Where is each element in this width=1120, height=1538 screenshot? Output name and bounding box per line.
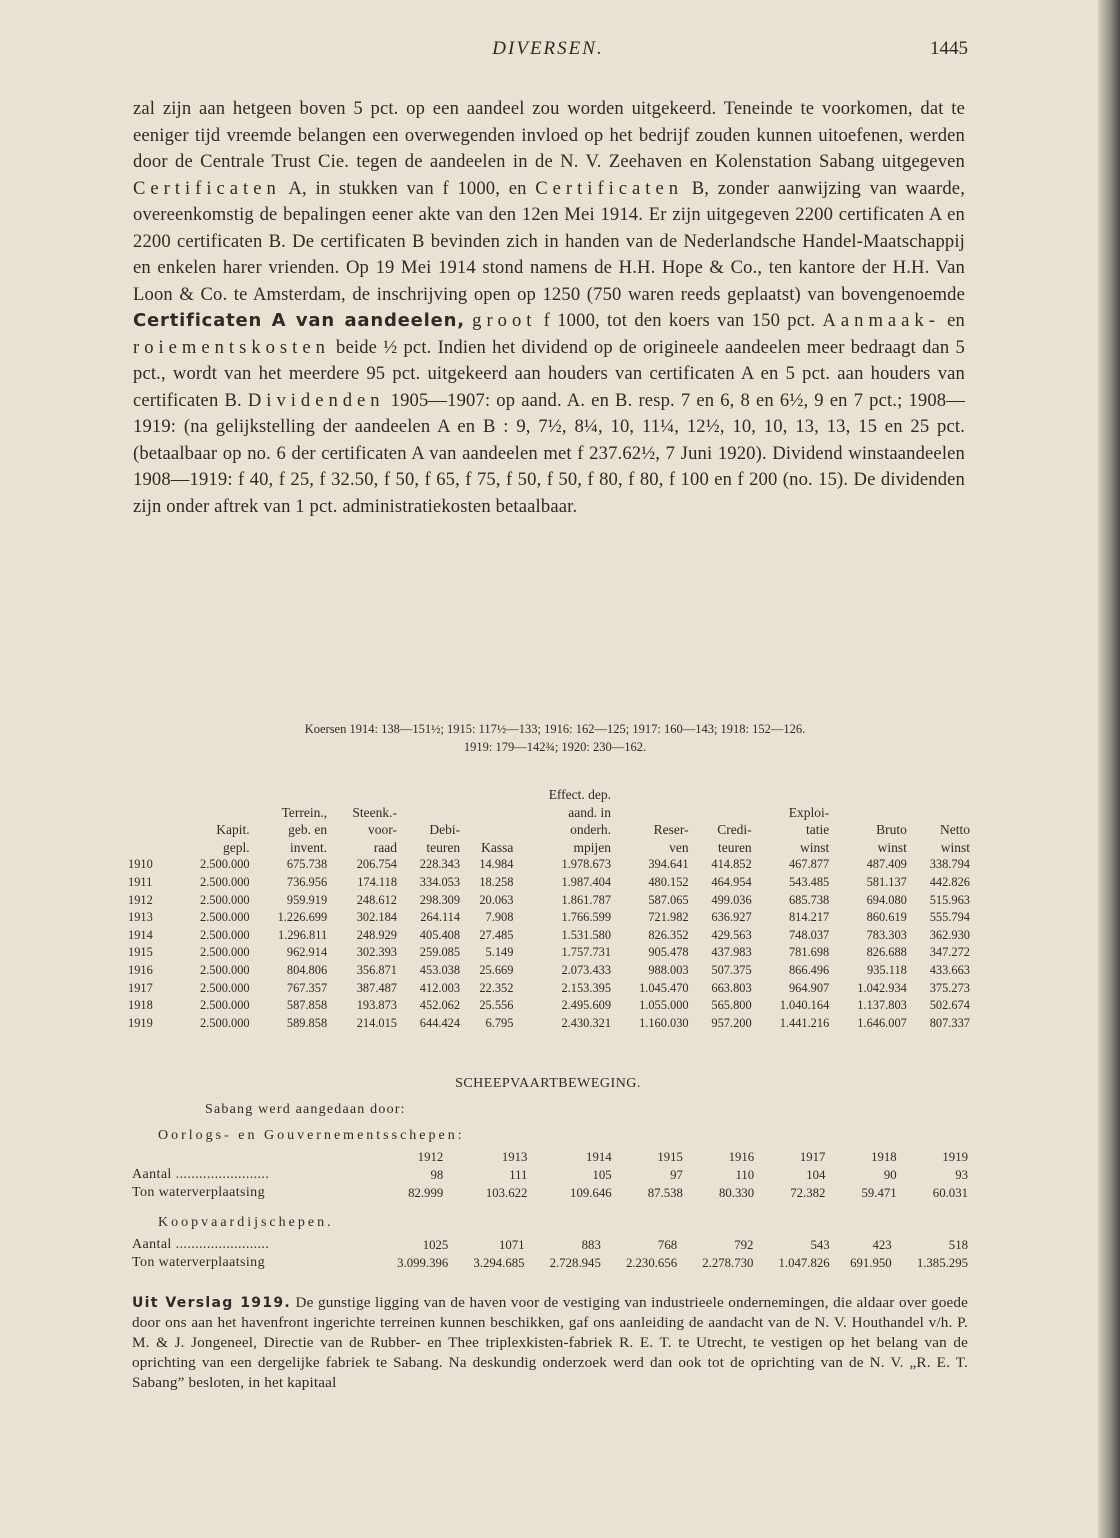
table-header-cell: Kassa	[481, 839, 514, 855]
table-cell: 587.065	[648, 892, 689, 907]
table-row	[128, 909, 970, 927]
table-cell: 2.500.000	[200, 998, 250, 1013]
table-cell: 935.118	[867, 962, 907, 977]
financial-table-body	[128, 856, 970, 1032]
table-cell: 883	[581, 1238, 601, 1252]
table-cell: 97	[670, 1168, 683, 1182]
table-cell: 860.619	[866, 910, 907, 925]
table-row	[128, 962, 970, 980]
table-row	[132, 1254, 968, 1272]
table-row	[128, 1015, 970, 1033]
table-cell: 1916	[128, 962, 153, 977]
table-cell: 5.149	[485, 945, 514, 960]
table-cell: 18.258	[479, 874, 514, 889]
table-cell: 1.137.803	[857, 998, 907, 1013]
table-cell: 105	[592, 1168, 612, 1182]
table-header-cell	[128, 786, 172, 804]
table-header-row	[128, 839, 970, 857]
table-cell: 1.055.000	[639, 998, 689, 1013]
table-header-cell	[460, 786, 513, 804]
page-header	[128, 38, 968, 68]
table-header-cell: Kapit.	[216, 822, 250, 838]
table-cell: 964.907	[788, 980, 830, 995]
table-cell: 783.303	[866, 927, 907, 942]
table-header-cell: Bruto	[876, 822, 907, 838]
table-cell: 781.698	[788, 945, 830, 960]
table-cell: 2.230.656	[625, 1256, 678, 1270]
table-cell: 1910	[128, 857, 153, 872]
table-cell: 334.053	[419, 874, 461, 889]
table-cell: 487.409	[866, 857, 907, 872]
table-cell: 3.099.396	[397, 1256, 449, 1270]
verslag-lead: Uit Verslag 1919.	[132, 1295, 292, 1311]
table-header-cell: ven	[669, 839, 689, 855]
year-cell: 1915	[657, 1150, 683, 1164]
table-cell: 807.337	[929, 1015, 970, 1030]
table-cell: 1.757.731	[561, 945, 612, 960]
table-cell: 2.500.000	[200, 980, 250, 995]
table-cell: 453.038	[419, 962, 461, 977]
table-cell: 405.408	[419, 927, 461, 942]
verslag-paragraph	[132, 1293, 968, 1393]
table-cell: 248.929	[356, 927, 398, 942]
table-header-cell: Effect. dep.	[548, 787, 612, 802]
table-cell: 302.393	[356, 945, 398, 960]
table-cell: 1.226.699	[277, 910, 328, 925]
table-cell: 866.496	[788, 962, 830, 977]
table-cell: 1.646.007	[857, 1015, 907, 1030]
table-cell: 25.556	[479, 998, 514, 1013]
table-row	[128, 980, 970, 998]
oorlog-table	[132, 1148, 968, 1202]
table-cell: 1.040.164	[779, 998, 830, 1013]
table-cell: 25.669	[479, 962, 514, 977]
table-cell: 2.495.609	[561, 998, 612, 1013]
table-cell: 87.538	[647, 1186, 683, 1200]
table-header-cell: invent.	[290, 839, 328, 855]
table-cell: 2.073.433	[561, 962, 612, 977]
table-cell: 452.062	[419, 998, 461, 1013]
table-cell: 414.852	[711, 857, 752, 872]
table-cell: 685.738	[788, 892, 830, 907]
koersen-block	[140, 720, 970, 756]
table-cell: 412.003	[419, 980, 461, 995]
table-cell: 644.424	[419, 1015, 461, 1030]
table-cell: 636.927	[711, 910, 752, 925]
table-cell: 14.984	[479, 857, 514, 872]
table-cell: 543.485	[788, 874, 830, 889]
paragraph-text: en	[939, 310, 965, 331]
bold-certificaten-heading: Certificaten A van aandeelen,	[133, 310, 465, 331]
table-cell: 6.795	[485, 1015, 514, 1030]
table-cell: 347.272	[929, 945, 970, 960]
table-cell: 206.754	[356, 857, 398, 872]
table-header-cell	[172, 786, 250, 804]
table-cell: 437.983	[711, 945, 752, 960]
table-cell: 464.954	[711, 874, 752, 889]
table-cell: 59.471	[861, 1186, 897, 1200]
table-cell: 792	[734, 1238, 754, 1252]
table-row	[132, 1166, 968, 1184]
table-cell: 814.217	[788, 910, 830, 925]
table-cell: 1.441.216	[779, 1015, 830, 1030]
year-cell: 1916	[728, 1150, 755, 1164]
table-row	[128, 892, 970, 910]
table-row	[128, 944, 970, 962]
koersen-line-1: Koersen 1914: 138—151½; 1915: 117½—133; 1916: 162—125; 1917: 160—143; 1918: 152—126.	[304, 722, 806, 736]
table-cell: 959.919	[286, 892, 328, 907]
table-row	[128, 874, 970, 892]
table-cell: 2.430.321	[561, 1015, 612, 1030]
table-cell: 104	[806, 1168, 826, 1182]
table-cell: 302.184	[356, 910, 398, 925]
table-row	[128, 927, 970, 945]
spaced-aanmaak: Aanmaak-	[822, 310, 940, 331]
table-header-cell: Reser-	[653, 822, 689, 838]
table-row	[132, 1184, 968, 1202]
table-header-cell	[397, 804, 460, 822]
table-cell: 193.873	[356, 998, 398, 1013]
table-header-cell: winst	[940, 839, 970, 855]
table-header-cell	[689, 786, 752, 804]
table-cell: 467.877	[788, 857, 830, 872]
table-cell: 264.114	[420, 910, 461, 925]
table-header-cell	[128, 839, 172, 857]
table-cell: 1919	[128, 1015, 153, 1030]
table-header-cell: Exploi-	[788, 804, 830, 820]
table-header-cell: winst	[800, 839, 830, 855]
table-cell: 694.080	[866, 892, 907, 907]
table-header-cell: mpijen	[573, 839, 612, 855]
table-cell: 1917	[128, 980, 153, 995]
table-cell: 22.352	[479, 980, 514, 995]
table-cell: 480.152	[648, 874, 689, 889]
koopvaardij-table	[132, 1236, 968, 1272]
table-cell: 1.042.934	[857, 980, 907, 995]
table-cell: 1911	[128, 874, 153, 889]
table-cell: 2.500.000	[200, 892, 250, 907]
table-cell: 93	[955, 1168, 968, 1182]
table-header-row	[128, 804, 970, 822]
paragraph-text: B, zonder aanwijzing van waarde, overeenkomstig de bepalingen eener akte van den 12en Mei 1914. Er zijn uitgegeven 2200 certificaten A en 2200 certificaten B. De certificaten B bevinden zich in handen van de Nederlandsche Handel-Maatschappij en enkelen harer vrienden. Op 19 Mei 1914 stond namens de H.H. Hope & Co., ten kantore der H.H. Van Loon & Co. te Amsterdam, de inschrijving open op 1250 (750 waren reeds geplaatst) van bovengenoemde	[133, 177, 965, 305]
table-cell: 988.003	[648, 962, 689, 977]
paragraph-text: f 1000, tot den koers van 150 pct.	[536, 310, 823, 331]
table-cell: 1915	[128, 945, 153, 960]
table-cell: 338.794	[929, 857, 970, 872]
table-header-cell: Netto	[940, 822, 970, 838]
financial-table-header	[128, 786, 970, 856]
table-header-cell	[689, 804, 752, 822]
table-header-cell: teuren	[717, 839, 752, 855]
table-cell: 2.500.000	[200, 874, 250, 889]
table-header-cell	[128, 821, 172, 839]
table-cell: 957.200	[711, 1015, 752, 1030]
table-cell: 663.803	[711, 980, 752, 995]
table-header-cell	[829, 804, 907, 822]
financial-table	[128, 786, 970, 1032]
table-row	[128, 997, 970, 1015]
table-header-cell	[611, 804, 689, 822]
year-cell: 1919	[942, 1150, 968, 1164]
table-cell: 1025	[422, 1238, 449, 1252]
table-cell: 433.663	[929, 962, 970, 977]
table-cell: 1914	[128, 927, 153, 942]
row-label: Ton waterverplaatsing	[132, 1185, 265, 1200]
table-cell: 2.153.395	[561, 980, 612, 995]
table-header-cell	[128, 804, 172, 822]
table-cell: 1.766.599	[561, 910, 612, 925]
table-cell: 826.352	[648, 927, 689, 942]
table-cell: 1.160.030	[639, 1015, 689, 1030]
table-header-cell: raad	[373, 839, 398, 855]
table-header-cell: Debi-	[429, 822, 461, 838]
koopvaardij-label: Koopvaardijschepen.	[158, 1215, 334, 1230]
table-header-cell: gepl.	[222, 839, 250, 855]
table-cell: 736.956	[286, 874, 328, 889]
table-cell: 1071	[498, 1238, 525, 1252]
spaced-roiementskosten: roiementskosten	[133, 336, 330, 358]
table-row	[132, 1236, 968, 1254]
table-header-cell: onderh.	[570, 822, 612, 838]
table-cell: 515.963	[929, 892, 970, 907]
year-cell: 1918	[871, 1150, 897, 1164]
table-header-cell	[460, 821, 513, 839]
table-cell: 905.478	[648, 945, 689, 960]
table-cell: 1.861.787	[561, 892, 612, 907]
table-cell: 1.296.811	[278, 927, 328, 942]
table-cell: 20.063	[479, 892, 514, 907]
table-cell: 2.500.000	[200, 1015, 250, 1030]
table-cell: 543	[810, 1238, 830, 1252]
table-cell: 387.487	[356, 980, 398, 995]
table-cell: 80.330	[718, 1186, 755, 1200]
table-cell: 1.978.673	[561, 857, 612, 872]
table-header-cell	[752, 786, 830, 804]
table-cell: 90	[883, 1168, 897, 1182]
table-header-cell: voor-	[368, 822, 398, 838]
paragraph-text: 1905—1907: op aand. A. en B. resp. 7 en 6, 8 en 6½, 9 en 7 pct.; 1908—1919: (na gelijkstelling der aandeelen A en B : 9, 7½, 8¼, 10, 11¼, 12½, 10, 10, 13, 13, 15 en 25 pct. (betaalbaar op no. 6 der certificaten A van aandeelen met f 237.62½, 7 Juni 1920). Dividend winstaandeelen 1908—1919: f 40, f 25, f 32.50, f 50, f 65, f 75, f 50, f 50, f 80, f 80, f 100 en f 200 (no. 15). De dividenden zijn onder aftrek van 1 pct. administratiekosten betaalbaar.	[133, 389, 965, 517]
table-cell: 804.806	[286, 962, 328, 977]
row-label: Aantal ........................	[132, 1167, 270, 1182]
table-cell: 98	[430, 1168, 444, 1182]
table-header-cell: winst	[877, 839, 907, 855]
table-cell: 174.118	[357, 874, 398, 889]
table-cell: 82.999	[408, 1186, 444, 1200]
oorlog-label: Oorlogs- en Gouvernementsschepen:	[158, 1128, 465, 1143]
scheepvaart-intro: Sabang werd aangedaan door:	[205, 1102, 406, 1117]
table-cell: 721.982	[648, 910, 689, 925]
table-header-cell	[397, 786, 460, 804]
table-cell: 518	[948, 1238, 968, 1252]
paragraph-text: beide ½ pct. Indien het dividend op de origineele aandeelen meer bedraagt dan 5 pct., wordt van het meerdere 95 pct. uitgekeerd aan houders van certificaten A en 5 pct. aan houders van certificaten B.	[133, 336, 965, 411]
paragraph-text: zal zijn aan hetgeen boven 5 pct. op een aandeel zou worden uitgekeerd. Teneinde te voorkomen, dat te eeniger tijd vreemde belangen een overwegenden invloed op het bedrijf zouden kunnen uitoefenen, werden door de Centrale Trust Cie. tegen de aandeelen in de N. V. Zeehaven en Kolenstation Sabang uitgegeven	[133, 98, 965, 172]
table-cell: 2.500.000	[200, 962, 250, 977]
table-cell: 27.485	[479, 927, 514, 942]
table-cell: 565.800	[711, 998, 752, 1013]
table-cell: 691.950	[850, 1256, 892, 1270]
table-cell: 1912	[128, 892, 153, 907]
table-cell: 1.045.470	[639, 980, 689, 995]
table-header-row	[128, 821, 970, 839]
table-header-cell: Credi-	[717, 822, 752, 838]
table-header-row	[128, 786, 970, 804]
table-cell: 555.794	[929, 910, 970, 925]
table-cell: 1.047.826	[778, 1256, 830, 1270]
table-cell: 507.375	[711, 962, 752, 977]
table-cell: 362.930	[929, 927, 970, 942]
table-cell: 248.612	[356, 892, 398, 907]
table-cell: 675.738	[286, 857, 328, 872]
table-cell: 111	[509, 1168, 528, 1182]
table-cell: 587.858	[286, 998, 328, 1013]
table-header-cell: aand. in	[568, 804, 612, 820]
table-cell: 1.987.404	[561, 874, 612, 889]
scheepvaart-title: SCHEEPVAARTBEWEGING.	[455, 1076, 641, 1091]
table-cell: 109.646	[570, 1186, 612, 1200]
row-label: Ton waterverplaatsing	[132, 1255, 265, 1270]
row-label: Aantal ........................	[132, 1237, 270, 1252]
table-cell: 7.908	[485, 910, 514, 925]
table-cell: 429.563	[711, 927, 752, 942]
table-cell: 2.728.945	[549, 1256, 601, 1270]
table-cell: 589.858	[286, 1015, 328, 1030]
table-cell: 356.871	[356, 962, 398, 977]
spaced-groot: groot	[472, 310, 537, 331]
page-number: 1445	[930, 38, 968, 59]
paragraph-text: A, in stukken van f 1000, en	[280, 177, 536, 199]
spaced-dividenden: Dividenden	[247, 389, 385, 411]
table-header-cell: tatie	[806, 822, 830, 838]
year-cell: 1912	[417, 1150, 444, 1164]
table-cell: 375.273	[929, 980, 970, 995]
table-cell: 1913	[128, 910, 153, 925]
table-header-cell	[327, 786, 397, 804]
table-cell: 259.085	[419, 945, 461, 960]
table-cell: 826.688	[866, 945, 907, 960]
table-cell: 962.914	[286, 945, 328, 960]
table-cell: 3.294.685	[473, 1256, 525, 1270]
table-cell: 1.531.580	[561, 927, 612, 942]
table-cell: 767.357	[286, 980, 328, 995]
table-cell: 423	[872, 1238, 892, 1252]
table-header-cell	[611, 786, 689, 804]
table-cell: 228.343	[419, 857, 461, 872]
year-header-row	[132, 1148, 968, 1166]
table-header-cell	[460, 804, 513, 822]
table-cell: 768	[657, 1238, 678, 1252]
table-cell: 502.674	[929, 998, 970, 1013]
table-cell: 1.385.295	[916, 1256, 968, 1270]
table-cell: 2.500.000	[200, 910, 250, 925]
table-cell: 499.036	[711, 892, 752, 907]
page-edge-shadow	[1098, 0, 1120, 1538]
table-cell: 298.309	[419, 892, 461, 907]
year-cell: 1917	[799, 1150, 826, 1164]
table-row	[128, 856, 970, 874]
running-title: DIVERSEN.	[492, 38, 604, 59]
table-header-cell	[829, 786, 907, 804]
table-cell: 748.037	[788, 927, 830, 942]
table-cell: 2.500.000	[200, 945, 250, 960]
table-cell: 581.137	[866, 874, 907, 889]
table-header-cell	[907, 786, 970, 804]
table-cell: 103.622	[485, 1186, 528, 1200]
table-cell: 2.500.000	[200, 927, 250, 942]
table-header-cell: Steenk.-	[352, 804, 398, 820]
table-cell: 214.015	[356, 1015, 398, 1030]
table-header-cell: Terrein.,	[281, 804, 328, 820]
table-cell: 2.278.730	[702, 1256, 754, 1270]
year-cell: 1914	[586, 1150, 612, 1164]
table-cell: 60.031	[932, 1186, 968, 1200]
blank-cell	[132, 1148, 372, 1166]
table-cell: 442.826	[929, 874, 970, 889]
table-header-cell	[172, 804, 250, 822]
table-header-cell	[250, 786, 328, 804]
koersen-line-2: 1919: 179—142¾; 1920: 230—162.	[463, 740, 647, 754]
spaced-certificaten-a: Certificaten	[133, 177, 281, 199]
table-cell: 110	[735, 1168, 755, 1182]
main-paragraph	[133, 96, 965, 520]
spaced-certificaten-b: Certificaten	[535, 177, 684, 199]
table-header-cell: teuren	[426, 839, 461, 855]
table-cell: 1918	[128, 998, 153, 1013]
verslag-text: De gunstige ligging van de haven voor de vestiging van industrieele ondernemingen, die aldaar over goede door ons aan het havenfront ingerichte terreinen kunnen beschikken, gaf ons aanleiding de aandacht van de N. V. Houthandel v/h. P. M. & J. Jongeneel, Directie van de Rubber- en Thee triplexkisten-fabriek R. E. T. te Utrecht, te vestigen op het belang van de oprichting van een dergelijke fabriek te Sabang. Na deskundig onderzoek werd dan ook tot de oprichting van de N. V. „R. E. T. Sabang” besloten, in het kapitaal	[132, 1294, 968, 1391]
year-cell: 1913	[501, 1150, 528, 1164]
table-header-cell	[907, 804, 970, 822]
table-cell: 72.382	[790, 1186, 826, 1200]
table-header-cell: geb. en	[288, 822, 328, 838]
table-cell: 394.641	[648, 857, 689, 872]
table-cell: 2.500.000	[200, 857, 250, 872]
